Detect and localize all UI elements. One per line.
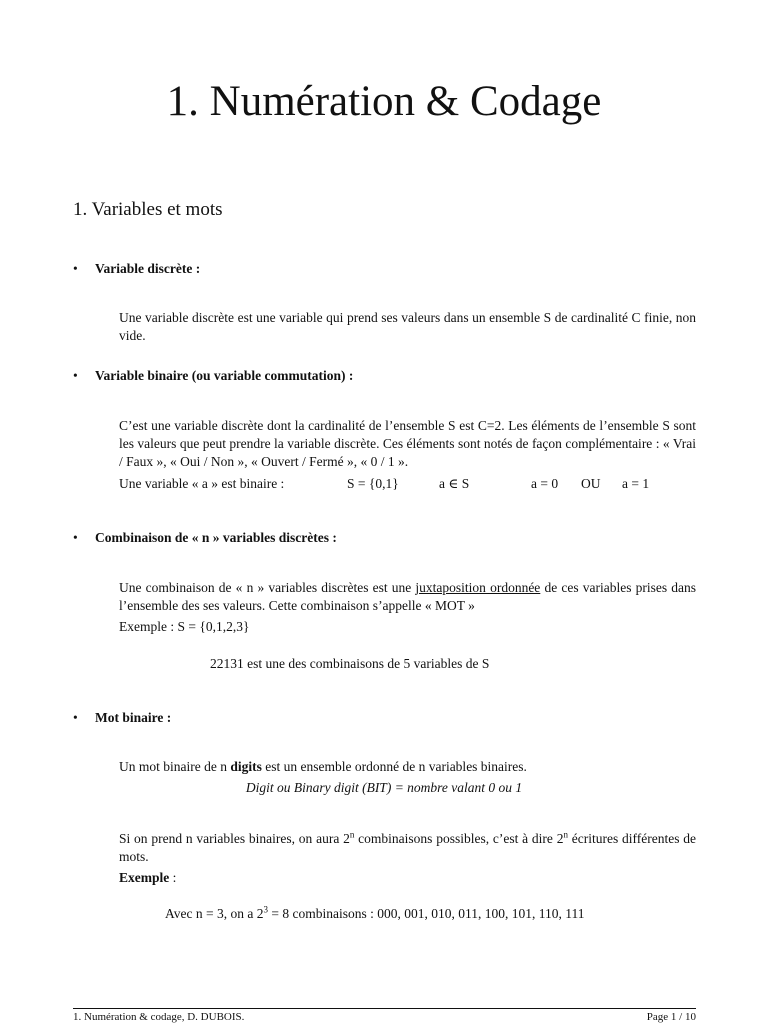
underlined-term: juxtaposition ordonnée — [415, 579, 541, 595]
mot-binaire-example-label: Exemple : — [119, 870, 177, 885]
combinaison-example: Exemple : S = {0,1,2,3} — [119, 619, 250, 634]
bullet-heading: Mot binaire : — [95, 710, 172, 725]
bullet-icon: • — [73, 530, 78, 545]
bullet-heading: Combinaison de « n » variables discrètes : — [95, 530, 337, 545]
bullet-variable-discrete — [73, 260, 200, 278]
variable-binaire-text: C’est une variable discrète dont la cardinalité de l’ensemble S est C=2. Les éléments de l’ensemble S sont les valeurs que peut prendre la variable discrète. Ces éléments sont notés de façon complémentaire : « Vrai / Faux », « Oui / Non », « Ouvert / Fermé », « 0 / 1 ». — [119, 417, 696, 469]
binary-value-zero: a = 0 — [531, 476, 559, 491]
footer-page-number: Page 1 / 10 — [646, 1011, 696, 1023]
binary-example-label: Une variable « a » est binaire : — [119, 476, 285, 491]
combinaison-text: Une combinaison de « n » variables discrètes est une juxtaposition ordonnée de ces variables prises dans l’ensemble des ses valeurs. Cette combinaison s’appelle « MOT » — [119, 579, 697, 613]
bullet-icon: • — [73, 368, 78, 383]
bullet-icon: • — [73, 710, 78, 725]
bit-definition: Digit ou Binary digit (BIT) = nombre valant 0 ou 1 — [245, 780, 523, 795]
binary-set: S = {0,1} — [347, 476, 399, 491]
bullet-heading: Variable discrète : — [95, 261, 201, 276]
combinations-text: Si on prend n variables binaires, on aura 2$^n$ combinaisons possibles, c’est à dire 2$^n$ écritures différentes de mots. — [119, 829, 697, 864]
bullet-icon: • — [73, 261, 78, 276]
footer-divider — [73, 1008, 696, 1009]
mot-binaire-text: Un mot binaire de n digits est un ensemble ordonné de n variables binaires. — [119, 758, 527, 774]
bold-term: digits — [230, 758, 262, 774]
bullet-heading: Variable binaire (ou variable commutation) : — [95, 368, 354, 383]
binary-value-one: a = 1 — [622, 476, 650, 491]
page-title: 1. Numération & Codage — [166, 78, 602, 125]
binary-or: OU — [581, 476, 601, 491]
bullet-mot-binaire — [73, 709, 171, 727]
variable-discrete-text: Une variable discrète est une variable qui prend ses valeurs dans un ensemble S de cardinalité C finie, non vide. — [119, 309, 696, 343]
footer-document-title: 1. Numération & codage, D. DUBOIS. — [73, 1011, 245, 1023]
combinaison-example-result: 22131 est une des combinaisons de 5 variables de S — [210, 656, 490, 671]
bullet-variable-binaire — [73, 367, 353, 385]
combinations-example: Avec n = 3, on a $2^3 = 8$ combinaisons : 000, 001, 010, 011, 100, 101, 110, 111 — [165, 904, 585, 921]
bullet-combinaison — [73, 529, 337, 547]
section-heading: 1. Variables et mots — [73, 199, 223, 220]
binary-membership: a ∈ S — [439, 476, 470, 491]
